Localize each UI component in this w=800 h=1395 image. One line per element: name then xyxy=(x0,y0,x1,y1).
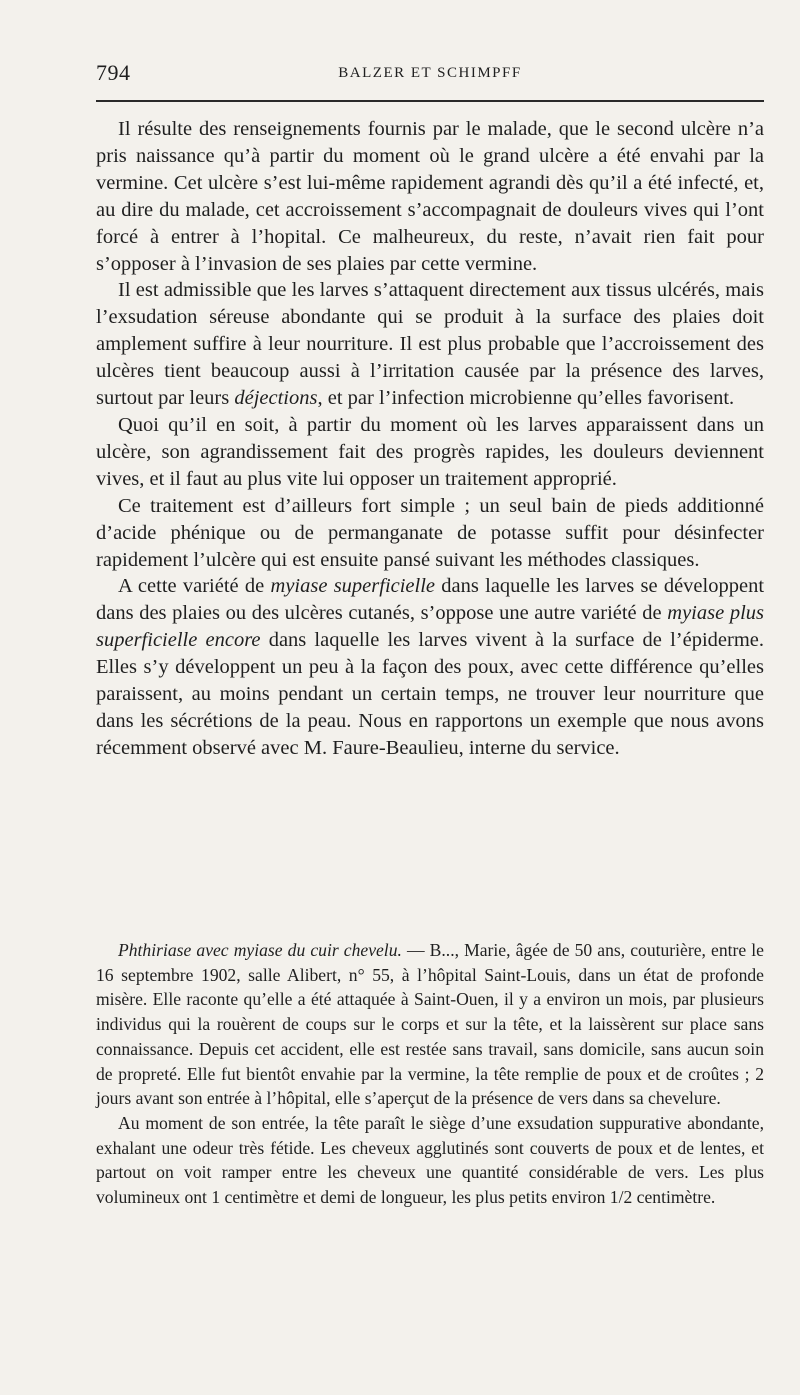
paragraph-2-text-a: Il est admissible que les larves s’attaquent directement aux tissus ulcérés, mais l’exsudation séreuse abondante qui se produit à la surface des plaies doit amplement suffire à leur nourriture. Il est plus probable que l’accroissement des ulcères tient beaucoup aussi à l’irritation causée par la présence des larves, surtout par leurs xyxy=(96,279,764,410)
paragraph-5-text-c: dans laquelle les larves vivent à la surface de l’épiderme. Elles s’y développent un peu à la façon des poux, avec cette différence qu’elles paraissent, au moins pendant un certain temps, ne trouver leur nourriture que dans les sécrétions de la peau. Nous en rapportons un exemple que nous avons récemment observé avec M. Faure-Beaulieu, interne du service. xyxy=(96,629,764,759)
case-paragraph-2: Au moment de son entrée, la tête paraît le siège d’une exsudation suppurative abondante, exhalant une odeur très fétide. Les cheveux agglutinés sont couverts de poux et de lentes, et partout on voit ramper entre les cheveux une quantité considérable de vers. Les plus volumineux ont 1 centimètre et demi de longueur, les plus petits environ 1/2 centimètre. xyxy=(96,1112,764,1208)
paragraph-5-italic-2: myiase plus superficielle encore xyxy=(96,602,764,652)
case-report xyxy=(96,938,764,1210)
case-paragraph-1-text: — B..., Marie, âgée de 50 ans, couturière, entre le 16 septembre 1902, salle Alibert, n° 55, à l’hôpital Saint-Louis, dans un état de profonde misère. Elle raconte qu’elle a été attaquée à Saint-Ouen, il y a environ un mois, par plusieurs individus qui la rouèrent de coups sur le corps et sur la tête, et la laissèrent sur place sans connaissance. Depuis cet accident, elle est restée sans travail, sans domicile, sans aucun soin de propreté. Elle fut bientôt envahie par la vermine, la tête remplie de poux et de croûtes ; 2 jours avant son entrée à l’hôpital, elle s’aperçut de la présence de vers dans sa chevelure. xyxy=(96,940,764,1109)
paragraph-5 xyxy=(96,573,764,761)
paragraph-5-text-b: dans laquelle les larves se développent dans des plaies ou des ulcères cutanés, s’oppose une autre variété de xyxy=(96,575,765,625)
case-title: Phthiriase avec myiase du cuir chevelu. xyxy=(118,940,402,960)
paragraph-4: Ce traitement est d’ailleurs fort simple ; un seul bain de pieds additionné d’acide phénique ou de permanganate de potasse suffit pour désinfecter rapidement l’ulcère qui est ensuite pansé suivant les méthodes classiques. xyxy=(96,494,764,571)
running-title: BALZER ET SCHIMPFF xyxy=(338,65,522,81)
header-rule xyxy=(96,100,764,102)
case-paragraph-1 xyxy=(96,938,764,1111)
paragraph-5-italic-1: myiase superficielle xyxy=(270,575,436,598)
paragraph-1: Il résulte des renseignements fournis par le malade, que le second ulcère n’a pris naissance qu’à partir du moment où le grand ulcère a été envahi par la vermine. Cet ulcère s’est lui-même rapidement agrandi dès qu’il a été infecté, et, au dire du malade, cet accroissement s’accompagnait de douleurs vives qui l’ont forcé à entrer à l’hopital. Ce malheureux, du reste, n’avait rien fait pour s’opposer à l’invasion de ses plaies par cette vermine. xyxy=(96,118,764,275)
paragraph-2-text-b: , et par l’infection microbienne qu’elles favorisent. xyxy=(317,387,735,410)
main-text xyxy=(96,116,764,762)
paragraph-3: Quoi qu’il en soit, à partir du moment où les larves apparaissent dans un ulcère, son agrandissement fait des progrès rapides, les douleurs deviennent vives, et il faut au plus vite lui opposer un traitement approprié. xyxy=(96,413,764,490)
paragraph-2-italic: déjections xyxy=(234,387,318,410)
paragraph-2 xyxy=(96,277,764,412)
paragraph-5-text-a: A cette variété de xyxy=(118,575,265,598)
page-number: 794 xyxy=(96,60,131,85)
page-header xyxy=(96,60,764,90)
